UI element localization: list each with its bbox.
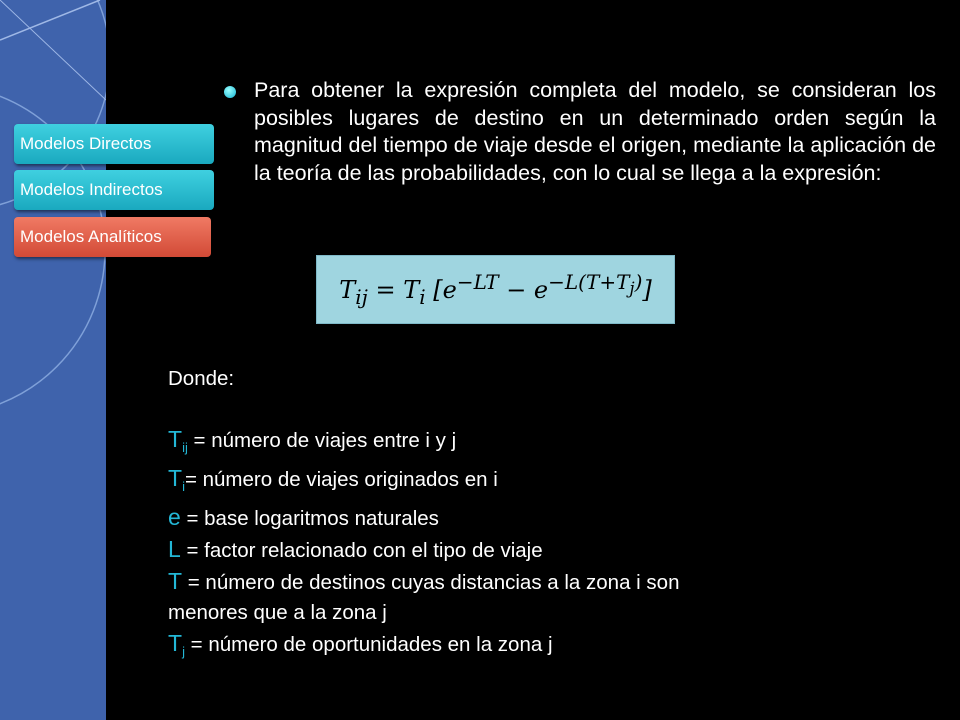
intro-paragraph: Para obtener la expresión completa del modelo, se consideran los posibles lugares de destino en un determinado orden según la magnitud del tiempo de viaje desde el origen, mediante la aplicación de la teoría de las probabilidades, con lo cual se llega a la expresión: <box>254 78 936 185</box>
definition-subscript: i <box>182 479 185 494</box>
definition-symbol: T <box>168 465 183 491</box>
sidebar-panel <box>0 0 106 720</box>
definition-row <box>168 628 888 667</box>
definition-subscript: j <box>182 644 185 659</box>
nav-tabs <box>14 124 214 263</box>
definition-row <box>168 424 888 463</box>
definition-list <box>168 424 888 667</box>
definition-row <box>168 598 888 628</box>
tab-modelos-indirectos[interactable]: Modelos Indirectos <box>14 170 214 210</box>
definition-row <box>168 566 888 598</box>
definition-text: = factor relacionado con el tipo de viaje <box>180 539 543 562</box>
bullet-icon <box>224 86 236 98</box>
definition-symbol: T <box>168 426 183 452</box>
definition-text: = número de oportunidades en la zona j <box>184 633 553 656</box>
definition-text: = número de viajes originados en i <box>184 468 498 491</box>
definition-text: = número de viajes entre i y j <box>187 429 457 452</box>
definition-text: = base logaritmos naturales <box>180 507 439 530</box>
definition-symbol: T <box>168 568 183 594</box>
tab-modelos-directos[interactable]: Modelos Directos <box>14 124 214 164</box>
definition-symbol: e <box>168 504 181 530</box>
tab-modelos-analiticos[interactable]: Modelos Analíticos <box>14 217 211 257</box>
definition-text: menores que a la zona j <box>168 601 387 624</box>
definition-symbol: T <box>168 630 183 656</box>
definition-symbol: L <box>168 536 181 562</box>
formula-box <box>316 255 675 324</box>
definition-row <box>168 463 888 502</box>
definition-row <box>168 534 888 566</box>
definitions <box>168 364 888 667</box>
definition-subscript: ij <box>182 440 188 455</box>
decorative-arcs <box>0 0 106 720</box>
donde-label: Donde: <box>168 367 235 390</box>
definition-text: = número de destinos cuyas distancias a la zona i son <box>182 571 680 594</box>
definition-row <box>168 502 888 534</box>
formula: $T_{ij} = T_i$ $[e^{-LT} - e^{-L(T+T_j)}]$ <box>339 270 652 309</box>
